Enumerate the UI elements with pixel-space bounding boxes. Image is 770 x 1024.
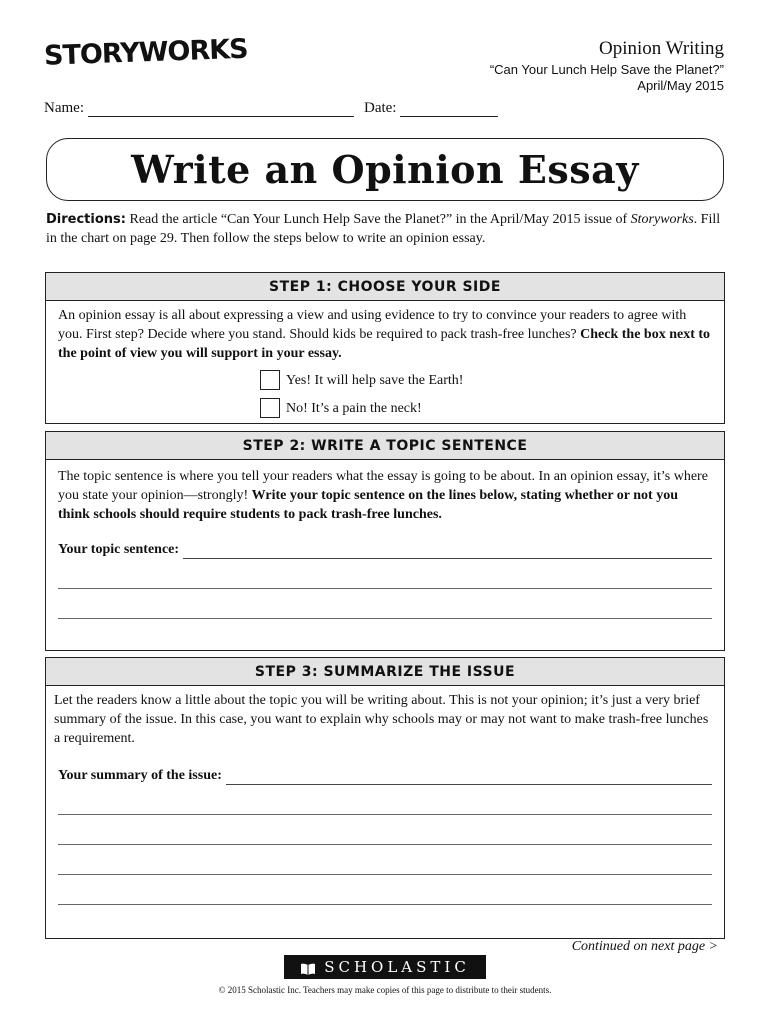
summary-line-4[interactable]: [58, 874, 712, 875]
date-field[interactable]: [400, 101, 498, 117]
checkbox-no[interactable]: [260, 398, 280, 418]
article-title: “Can Your Lunch Help Save the Planet?”: [489, 62, 724, 77]
step-3-instructions: Let the readers know a little about the topic you will be writing about. This is not your opinion; it’s just a very brief summary of the issue. In this case, you want to explain why schools may or may not want to make trash-free lunches a requirement.: [54, 693, 709, 746]
date-label: Date:: [363, 100, 397, 116]
page-title: Write an Opinion Essay: [131, 147, 639, 192]
summary-line-1[interactable]: [226, 771, 712, 785]
name-label: Name:: [44, 100, 84, 116]
summary-line-5[interactable]: [58, 904, 712, 905]
topic-sentence-line-2[interactable]: [58, 588, 712, 589]
directions-text-2: . Fill in the chart on page 29. Then follow the steps below to write an opinion essay.: [46, 212, 721, 246]
step-3-heading: STEP 3: SUMMARIZE THE ISSUE: [46, 658, 724, 686]
topic-sentence-label: Your topic sentence:: [58, 542, 180, 557]
name-field[interactable]: [88, 101, 354, 117]
directions-text-1: Read the article “Can Your Lunch Help Save the Planet?” in the April/May 2015 issue of: [125, 212, 631, 227]
summary-row: [58, 766, 712, 785]
step-2-instructions: The topic sentence is where you tell your readers what the essay is going to be about. In an opinion essay, it’s where you state your opinion—strongly! Write your topic sentence on the lines below, stating whether or not you think schools should require students to pack trash-free lunches.: [58, 469, 708, 522]
option-yes-label: Yes! It will help save the Earth!: [286, 372, 464, 388]
continued-note: Continued on next page >: [571, 939, 718, 954]
summary-line-2[interactable]: [58, 814, 712, 815]
directions-label: Directions:: [46, 212, 126, 227]
topic-sentence-line-1[interactable]: [183, 545, 712, 559]
header-info: [490, 38, 724, 94]
option-no[interactable]: [260, 397, 712, 419]
step-3-box: [45, 657, 725, 939]
name-date-row: [44, 100, 508, 117]
topic-sentence-line-3[interactable]: [58, 618, 712, 619]
book-icon: [300, 961, 316, 973]
topic-sentence-row: [58, 540, 712, 559]
svg-text:STORYWORKS: STORYWORKS: [43, 33, 249, 72]
step-2-heading: STEP 2: WRITE A TOPIC SENTENCE: [46, 432, 724, 460]
option-yes[interactable]: [260, 369, 712, 391]
step-1-heading: STEP 1: CHOOSE YOUR SIDE: [46, 273, 724, 301]
summary-label: Your summary of the issue:: [58, 768, 222, 783]
copyright: © 2015 Scholastic Inc. Teachers may make copies of this page to distribute to their students.: [218, 985, 552, 995]
summary-line-3[interactable]: [58, 844, 712, 845]
storyworks-logo: [43, 32, 249, 72]
step-1-box: [45, 272, 725, 424]
title-box: [46, 138, 724, 201]
subject-label: Opinion Writing: [598, 38, 724, 59]
step-1-instructions: An opinion essay is all about expressing a view and using evidence to try to convince your readers to agree with you. First step? Decide where you stand. Should kids be required to pack trash-free lunches? Check the box next to the point of view you will support in your essay.: [58, 308, 711, 361]
magazine-name: Storyworks: [630, 212, 694, 227]
directions: [46, 210, 726, 248]
scholastic-logo: [284, 955, 486, 979]
checkbox-yes[interactable]: [260, 370, 280, 390]
issue-date: April/May 2015: [637, 78, 724, 93]
publisher-name: SCHOLASTIC: [324, 958, 470, 976]
option-no-label: No! It’s a pain the neck!: [286, 400, 422, 416]
step-2-box: [45, 431, 725, 651]
